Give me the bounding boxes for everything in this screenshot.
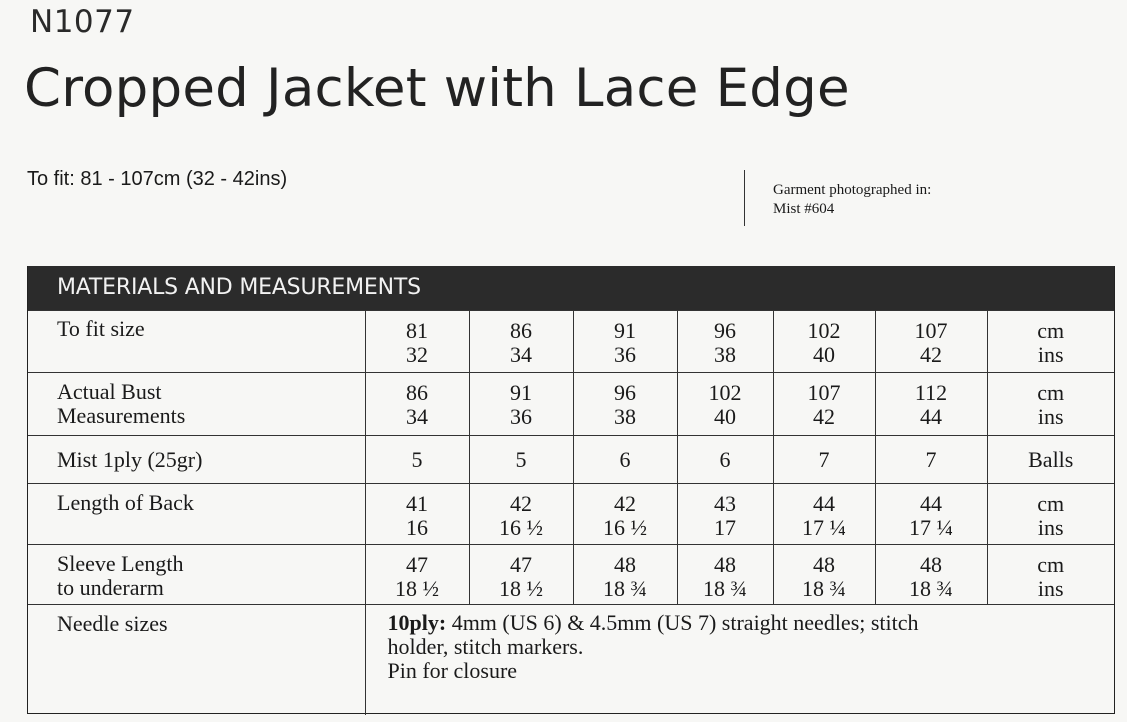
cell-value: 43 xyxy=(714,491,736,516)
size-cell xyxy=(365,545,469,605)
unit-value: cm xyxy=(1037,318,1065,343)
cell-value: 86 xyxy=(510,318,532,343)
cell-value: 47 xyxy=(510,552,532,577)
row-label xyxy=(28,373,365,436)
size-cell xyxy=(773,545,875,605)
table-row xyxy=(28,545,1114,605)
row-label-line: Measurements xyxy=(57,403,186,428)
cell-value: 18 ¾ xyxy=(603,576,647,601)
cell-value: 91 xyxy=(510,380,532,405)
needle-ply: 10ply: xyxy=(387,610,447,635)
size-cell xyxy=(875,311,987,373)
photographed-label: Garment photographed in: xyxy=(773,182,932,198)
unit-value: ins xyxy=(1037,404,1064,429)
materials-header: MATERIALS AND MEASUREMENTS xyxy=(28,266,1114,310)
cell-value: 96 xyxy=(714,318,736,343)
unit-cell xyxy=(987,484,1114,545)
size-cell xyxy=(365,484,469,545)
cell-value: 44 xyxy=(813,491,835,516)
needle-label: Needle sizes xyxy=(57,611,168,636)
cell-value: 17 ¼ xyxy=(802,515,846,540)
to-fit-text: To fit: 81 - 107cm (32 - 42ins) xyxy=(27,168,288,190)
cell-value: 102 xyxy=(807,318,841,343)
cell-value: 6 xyxy=(719,446,731,472)
unit-value: ins xyxy=(1037,342,1064,367)
size-cell xyxy=(677,545,773,605)
pattern-title: Cropped Jacket with Lace Edge xyxy=(24,58,850,119)
unit-cell xyxy=(987,311,1114,373)
size-cell xyxy=(875,484,987,545)
cell-value: 32 xyxy=(406,342,428,367)
cell-value: 44 xyxy=(920,404,942,429)
needle-line-1 xyxy=(388,611,1115,635)
row-label-line: To fit size xyxy=(57,316,145,341)
cell-value: 47 xyxy=(406,552,428,577)
needle-details xyxy=(365,605,1114,715)
cell-value: 42 xyxy=(510,491,532,516)
cell-value: 48 xyxy=(614,552,636,577)
row-label-line: Sleeve Length xyxy=(57,551,184,576)
cell-value: 5 xyxy=(411,446,423,472)
size-cell xyxy=(573,436,677,484)
size-cell xyxy=(773,311,875,373)
vertical-divider xyxy=(744,170,745,226)
cell-value: 40 xyxy=(714,404,736,429)
size-cell xyxy=(773,373,875,436)
cell-value: 41 xyxy=(406,491,428,516)
cell-value: 17 xyxy=(714,515,736,540)
table-row xyxy=(28,484,1114,545)
cell-value: 102 xyxy=(708,380,742,405)
cell-value: 34 xyxy=(406,404,428,429)
cell-value: 38 xyxy=(714,342,736,367)
needle-line-3: Pin for closure xyxy=(387,658,518,683)
needle-line-2: holder, stitch markers. xyxy=(387,634,584,659)
row-label-line: Length of Back xyxy=(57,490,194,515)
size-cell xyxy=(875,436,987,484)
unit-cell xyxy=(987,373,1114,436)
size-cell xyxy=(469,545,573,605)
table-row xyxy=(28,311,1114,373)
row-label xyxy=(28,484,365,545)
pattern-code: N1077 xyxy=(30,4,135,40)
size-cell xyxy=(469,436,573,484)
cell-value: 42 xyxy=(920,342,942,367)
size-cell xyxy=(573,311,677,373)
cell-value: 18 ¾ xyxy=(909,576,953,601)
cell-value: 5 xyxy=(515,446,527,472)
cell-value: 40 xyxy=(813,342,835,367)
cell-value: 18 ½ xyxy=(499,576,543,601)
cell-value: 16 ½ xyxy=(499,515,543,540)
size-cell xyxy=(875,373,987,436)
size-cell xyxy=(469,373,573,436)
photographed-info xyxy=(773,181,931,219)
cell-value: 18 ½ xyxy=(395,576,439,601)
cell-value: 18 ¾ xyxy=(703,576,747,601)
row-label xyxy=(28,311,365,373)
unit-cell xyxy=(987,436,1114,484)
cell-value: 44 xyxy=(920,491,942,516)
row-label-line: Mist 1ply (25gr) xyxy=(57,446,203,472)
cell-value: 48 xyxy=(920,552,942,577)
unit-cell xyxy=(987,545,1114,605)
unit-value: cm xyxy=(1037,491,1065,516)
cell-value: 96 xyxy=(614,380,636,405)
cell-value: 91 xyxy=(614,318,636,343)
unit-value: ins xyxy=(1037,576,1064,601)
size-cell xyxy=(469,484,573,545)
cell-value: 18 ¾ xyxy=(802,576,846,601)
size-cell xyxy=(573,484,677,545)
row-label-line: to underarm xyxy=(57,575,164,600)
cell-value: 42 xyxy=(813,404,835,429)
row-label xyxy=(28,605,365,715)
size-cell xyxy=(573,545,677,605)
size-cell xyxy=(365,373,469,436)
cell-value: 16 ½ xyxy=(603,515,647,540)
size-cell xyxy=(677,436,773,484)
size-cell xyxy=(365,436,469,484)
row-label xyxy=(28,545,365,605)
row-label-line: Actual Bust xyxy=(57,379,162,404)
table-row xyxy=(28,605,1114,715)
size-cell xyxy=(773,436,875,484)
unit-value: cm xyxy=(1037,380,1065,405)
measurements-grid xyxy=(28,310,1114,715)
cell-value: 48 xyxy=(714,552,736,577)
size-cell xyxy=(469,311,573,373)
cell-value: 112 xyxy=(914,380,948,405)
photographed-colour: Mist #604 xyxy=(773,201,835,217)
cell-value: 36 xyxy=(614,342,636,367)
row-label xyxy=(28,436,365,484)
size-cell xyxy=(677,373,773,436)
size-cell xyxy=(677,484,773,545)
table-row xyxy=(28,436,1114,484)
cell-value: 16 xyxy=(406,515,428,540)
cell-value: 7 xyxy=(818,446,830,472)
cell-value: 86 xyxy=(406,380,428,405)
size-cell xyxy=(365,311,469,373)
size-cell xyxy=(875,545,987,605)
materials-table xyxy=(27,266,1115,714)
cell-value: 17 ¼ xyxy=(909,515,953,540)
cell-value: 81 xyxy=(406,318,428,343)
size-cell xyxy=(773,484,875,545)
cell-value: 42 xyxy=(614,491,636,516)
cell-value: 107 xyxy=(914,318,948,343)
needle-line-1-text: 4mm (US 6) & 4.5mm (US 7) straight needles; stitch xyxy=(446,610,919,635)
table-row xyxy=(28,373,1114,436)
cell-value: 6 xyxy=(619,446,631,472)
cell-value: 48 xyxy=(813,552,835,577)
cell-value: 36 xyxy=(510,404,532,429)
unit-value: Balls xyxy=(1028,446,1074,472)
size-cell xyxy=(573,373,677,436)
size-cell xyxy=(677,311,773,373)
cell-value: 38 xyxy=(614,404,636,429)
cell-value: 107 xyxy=(807,380,841,405)
unit-value: ins xyxy=(1037,515,1064,540)
cell-value: 34 xyxy=(510,342,532,367)
cell-value: 7 xyxy=(925,446,937,472)
unit-value: cm xyxy=(1037,552,1065,577)
